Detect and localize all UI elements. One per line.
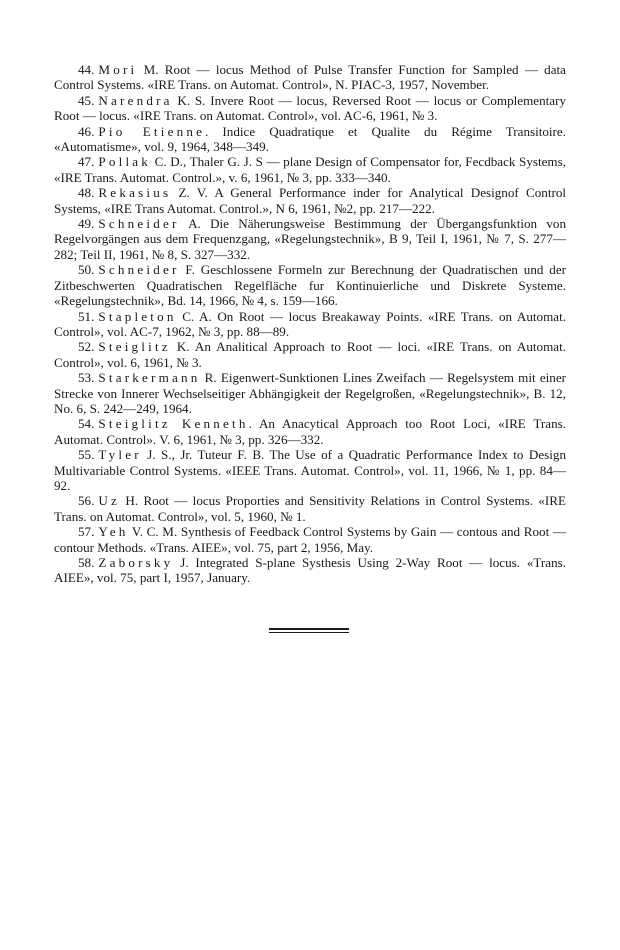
reference-number: 48.: [78, 185, 95, 201]
end-rule-thin: [269, 632, 349, 633]
reference-53: [54, 370, 566, 416]
end-rule: [269, 628, 349, 633]
reference-58: [54, 555, 566, 586]
reference-text: V. C. M. Synthesis of Feedback Control Systems by Gain — contous and Root — contour Methods. «Trans. AIEE», vol. 75, part 2, 1956, May.: [54, 524, 566, 555]
reference-54: [54, 416, 566, 447]
reference-author: Schneider: [98, 216, 180, 232]
reference-author: Starkermann: [98, 370, 201, 386]
reference-text: R. Eigenwert-Sunktionen Lines Zweifach — Regelsystem mit einer Strecke von Innerer Wechselseitiger Abhängigkeit der Regelgroßen, «Regelungstechnik», B. 12, No. 6, S. 242—249, 1964.: [54, 370, 566, 416]
reference-57: [54, 524, 566, 555]
reference-author: Stapleton: [98, 308, 177, 324]
reference-text: K. S. Invere Root — locus, Reversed Root — locus or Complementary Root — locus. «IRE Trans. on Automat. Control», vol. AC-6, 1961, № 3.: [54, 92, 566, 124]
reference-48: [54, 185, 566, 216]
reference-46: [54, 124, 566, 155]
reference-text: J. Integrated S-plane Systhesis Using 2-Way Root — locus. «Trans. AIEE», vol. 75, part I, 1957, January.: [54, 555, 566, 586]
reference-number: 45.: [78, 92, 95, 108]
reference-author: Narendra: [98, 92, 173, 108]
reference-51: [54, 309, 566, 340]
reference-56: [54, 493, 566, 524]
reference-number: 47.: [78, 154, 95, 170]
reference-author: Mori: [98, 62, 138, 77]
reference-55: [54, 447, 566, 493]
reference-text: F. Geschlossene Formeln zur Berechnung der Quadratischen und der Zitbeschwerten Quadratischen Regelfläche fur Kontinuierliche und Diskrete Systeme. «Regelungstechnik», Bd. 14, 1966, № 4, s. 159—166.: [54, 262, 566, 309]
reference-author: Steiglitz Kenneth: [98, 416, 249, 432]
reference-50: [54, 262, 566, 308]
reference-number: 53.: [78, 370, 95, 386]
reference-author: Schneider: [98, 262, 180, 278]
reference-author: Yeh: [98, 524, 129, 540]
reference-author: Tyler: [98, 447, 142, 463]
reference-49: [54, 216, 566, 262]
reference-text: M. Root — locus Method of Pulse Transfer Function for Sampled — data Control Systems. «IRE Trans. on Automat. Control», N. PIAC-3, 1957, November.: [54, 62, 566, 93]
reference-47: [54, 154, 566, 185]
reference-number: 57.: [78, 524, 95, 540]
reference-number: 50.: [78, 262, 95, 278]
reference-number: 49.: [78, 216, 95, 232]
reference-author: Steiglitz: [98, 339, 171, 355]
reference-text: C. D., Thaler G. J. S — plane Design of Compensator for, Fecdback Systems, «IRE Trans. Automat. Control.», v. 6, 1961, № 3, pp. 333—340.: [54, 154, 566, 185]
reference-52: [54, 339, 566, 370]
reference-author: Zaborsky: [98, 555, 174, 570]
reference-number: 44.: [78, 62, 95, 77]
reference-number: 55.: [78, 447, 95, 463]
reference-author: Rekasius: [98, 185, 172, 201]
reference-text: J. S., Jr. Tuteur F. B. The Use of a Quadratic Performance Index to Design Multivariable Control Systems. «IEEE Trans. Automat. Control», vol. 11, 1966, № 1, pp. 84—92.: [54, 447, 566, 493]
reference-number: 52.: [78, 339, 95, 355]
reference-number: 58.: [78, 555, 95, 570]
reference-text: . Indice Quadratique et Qualite du Régime Transitoire. «Automatisme», vol. 9, 1964, 348—349.: [54, 123, 566, 155]
reference-text: . An Anacytical Approach too Root Loci, «IRE Trans. Automat. Control». V. 6, 1961, № 3, pp. 326—332.: [54, 416, 566, 447]
reference-number: 56.: [78, 493, 95, 509]
reference-author: Pollak: [98, 154, 152, 170]
reference-text: A. Die Näherungsweise Bestimmung der Übergangsfunktion von Regelvorgängen aus dem Frequenzgang, «Regelungstechnik», B 9, Teil I, 1961, № 7, S. 277—282; Teil II, 1961, № 8, S. 327—332.: [54, 216, 566, 262]
reference-text: K. An Analitical Approach to Root — loci. «IRE Trans. on Automat. Control», vol. 6, 1961, № 3.: [54, 339, 566, 370]
reference-text: C. A. On Root — locus Breakaway Points. «IRE Trans. on Automat. Control», vol. AC-7, 1962, № 3, pp. 88—89.: [54, 308, 566, 339]
reference-number: 51.: [78, 308, 95, 324]
reference-text: H. Root — locus Proporties and Sensitivity Relations in Control Systems. «IRE Trans. on Automat. Control», vol. 5, 1960, № 1.: [54, 493, 566, 524]
reference-45: [54, 93, 566, 124]
reference-number: 54.: [78, 416, 95, 432]
reference-author: Pio Etienne: [98, 123, 206, 139]
reference-text: Z. V. A General Performance inder for Analytical Designof Control Systems, «IRE Trans Automat. Control.», N 6, 1961, №2, pp. 217—222.: [54, 185, 566, 216]
reference-author: Uz: [98, 493, 121, 509]
reference-44: [54, 62, 566, 93]
reference-list: [54, 62, 566, 586]
reference-number: 46.: [78, 123, 95, 139]
end-rule-thick: [269, 628, 349, 630]
